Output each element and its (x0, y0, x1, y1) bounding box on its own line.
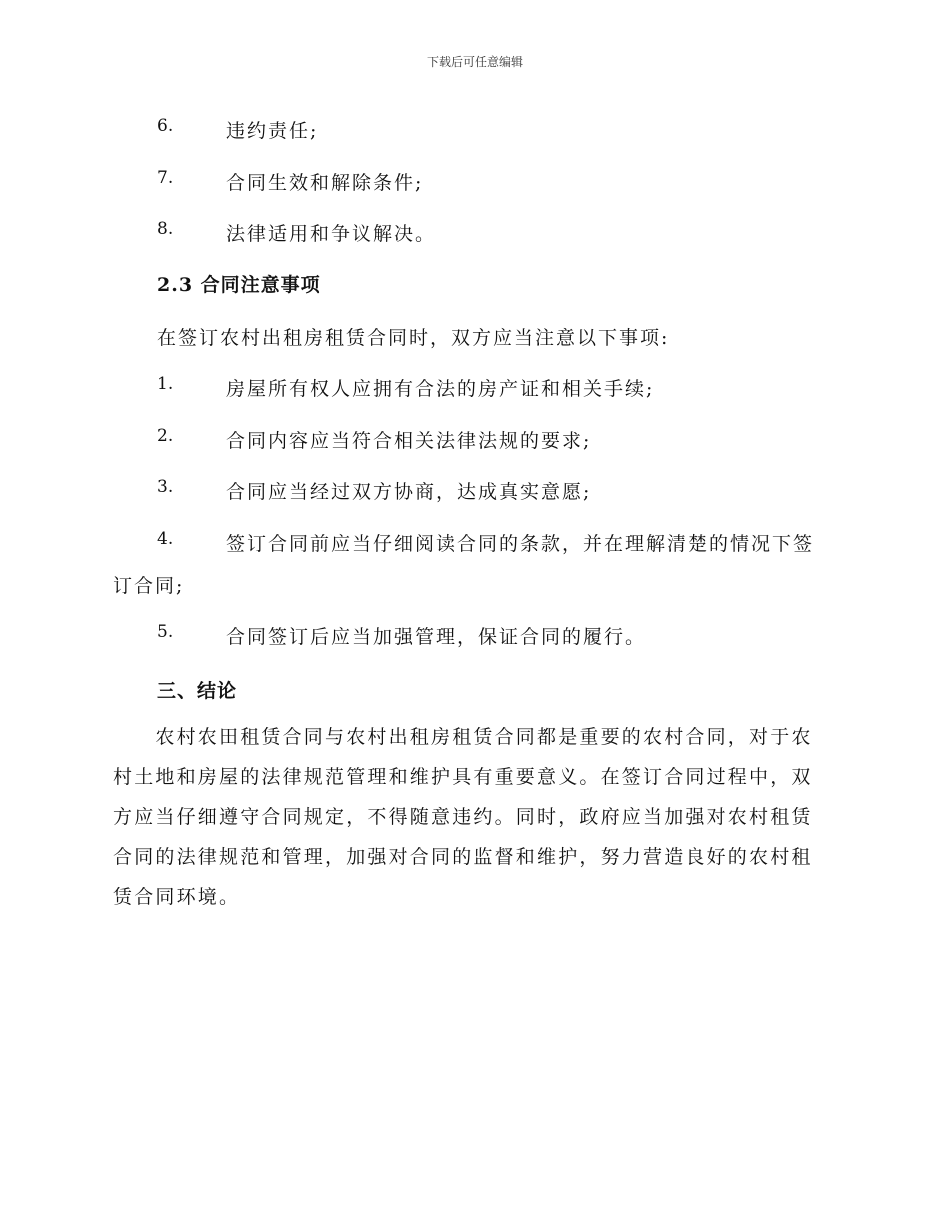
list-item-text: 签订合同前应当仔细阅读合同的条款，并在理解清楚的情况下签 (226, 533, 815, 555)
list-item-text: 合同应当经过双方协商，达成真实意愿; (226, 481, 592, 503)
list-item-number: 6. (157, 116, 174, 136)
paragraph-line: 农村农田租赁合同与农村出租房租赁合同都是重要的农村合同，对于农 (113, 726, 813, 748)
list-item-number: 5. (157, 622, 174, 642)
conclusion-paragraph (113, 722, 833, 922)
paragraph-line: 方应当仔细遵守合同规定，不得随意违约。同时，政府应当加强对农村租赁 (113, 806, 813, 828)
list-item-text: 合同生效和解除条件; (226, 172, 424, 194)
list-item-number: 8. (157, 219, 174, 239)
paragraph-line: 赁合同环境。 (113, 886, 241, 908)
list-item-text: 合同签订后应当加强管理，保证合同的履行。 (226, 626, 647, 648)
list-item-text: 违约责任; (226, 120, 319, 142)
section-heading: 三、结论 (157, 680, 238, 702)
list-item-text: 法律适用和争议解决。 (226, 223, 437, 245)
page-header: 下载后可任意编辑 (426, 55, 523, 69)
intro-text: 在签订农村出租房租赁合同时，双方应当注意以下事项: (157, 327, 670, 349)
list-item-text: 订合同; (113, 575, 185, 597)
list-item-text: 合同内容应当符合相关法律法规的要求; (226, 430, 592, 452)
list-item-text: 房屋所有权人应拥有合法的房产证和相关手续; (226, 378, 655, 400)
section-heading: 2.3 合同注意事项 (157, 274, 321, 296)
list-item-number: 7. (157, 168, 174, 188)
paragraph-line: 村土地和房屋的法律规范管理和维护具有重要意义。在签订合同过程中，双 (113, 766, 813, 788)
paragraph-line: 合同的法律规范和管理，加强对合同的监督和维护，努力营造良好的农村租 (113, 846, 813, 868)
list-item-number: 3. (157, 477, 174, 497)
list-item-number: 1. (157, 374, 174, 394)
list-item-number: 4. (157, 529, 174, 549)
list-item-number: 2. (157, 426, 174, 446)
